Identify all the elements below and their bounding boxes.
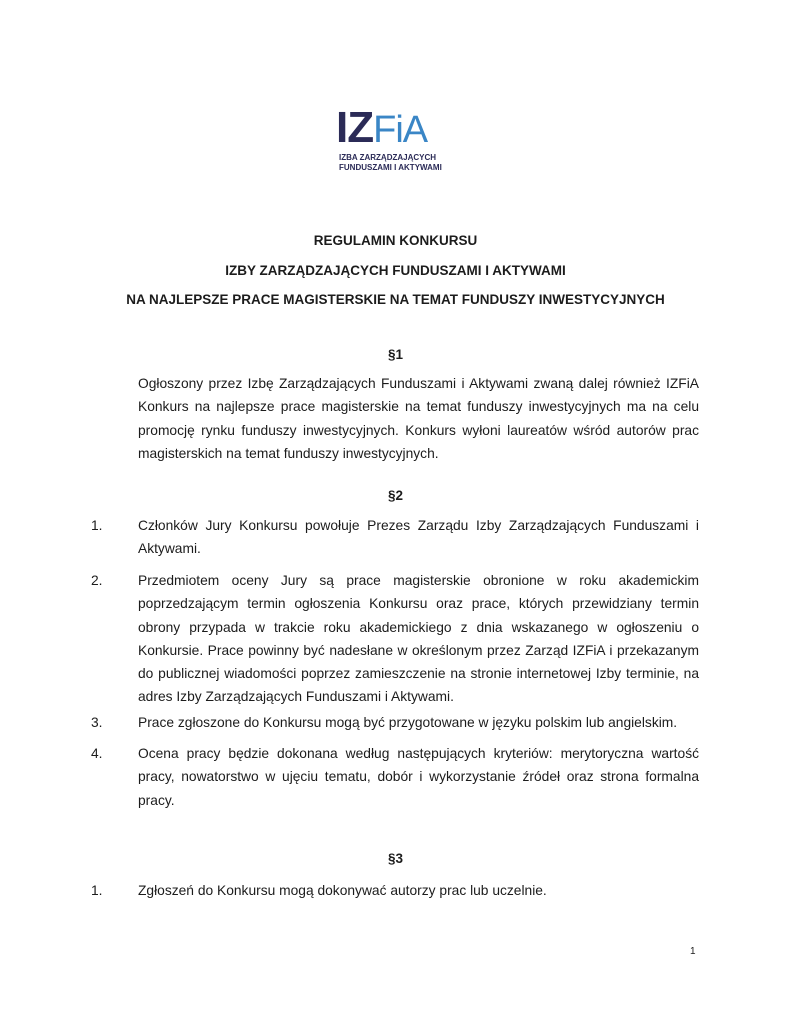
logo-wordmark xyxy=(336,104,427,152)
list-item-text: Zgłoszeń do Konkursu mogą dokonywać autorzy prac lub uczelnie. xyxy=(138,883,547,898)
document-title-line1: REGULAMIN KONKURSU xyxy=(313,233,478,248)
list-item-number: 2. xyxy=(91,573,103,588)
list-item-number: 1. xyxy=(91,518,103,533)
list-item-text: Prace zgłoszone do Konkursu mogą być przygotowane w języku polskim lub angielskim. xyxy=(138,715,678,730)
section-1-paragraph: Ogłoszony przez Izbę Zarządzających Funduszami i Aktywami zwaną dalej również IZFiA Konkurs na najlepsze prace magisterskie na temat funduszy inwestycyjnych ma na celu promocję rynku funduszy inwestycyjnych. Konkurs wyłoni laureatów wśród autorów prac magisterskich na temat funduszy inwestycyjnych. xyxy=(138,376,699,461)
section-heading-1: §1 xyxy=(387,347,404,362)
logo-subtitle-line2: FUNDUSZAMI I AKTYWAMI xyxy=(339,163,442,172)
logo-subtitle-line1: IZBA ZARZĄDZAJĄCYCH xyxy=(339,153,437,162)
list-item-number: 4. xyxy=(91,746,103,761)
logo-wordmark-dark: IZ xyxy=(336,103,374,152)
list-item-number: 1. xyxy=(91,883,103,898)
list-item-text: Członków Jury Konkursu powołuje Prezes Zarządu Izby Zarządzających Funduszami i Aktywami. xyxy=(138,518,699,557)
page-number: 1 xyxy=(690,946,696,957)
list-item-text: Przedmiotem oceny Jury są prace magisterskie obronione w roku akademickim poprzedzającym termin ogłoszenia Konkursu oraz prace, których przewidziany termin obrony przypada w trakcie roku akademickiego z dnia wskazanego w ogłoszeniu o Konkursie. Prace powinny być nadesłane w określonym przez Zarząd IZFiA i przekazanym do publicznej wiadomości poprzez zamieszczenie na stronie internetowej Izby terminie, na adres Izby Zarządzających Funduszami i Aktywami. xyxy=(138,573,699,705)
logo-wordmark-light: FiA xyxy=(373,109,428,151)
section-heading-2: §2 xyxy=(387,488,404,503)
document-title-line2: IZBY ZARZĄDZAJĄCYCH FUNDUSZAMI I AKTYWAMI xyxy=(225,263,566,278)
list-item-text: Ocena pracy będzie dokonana według następujących kryteriów: merytoryczna wartość pracy, nowatorstwo w ujęciu tematu, dobór i wykorzystanie źródeł oraz strona formalna pracy. xyxy=(138,746,699,808)
section-heading-3: §3 xyxy=(387,851,404,866)
list-item-number: 3. xyxy=(91,715,103,730)
document-title-line3: NA NAJLEPSZE PRACE MAGISTERSKIE NA TEMAT FUNDUSZY INWESTYCYJNYCH xyxy=(126,292,665,307)
